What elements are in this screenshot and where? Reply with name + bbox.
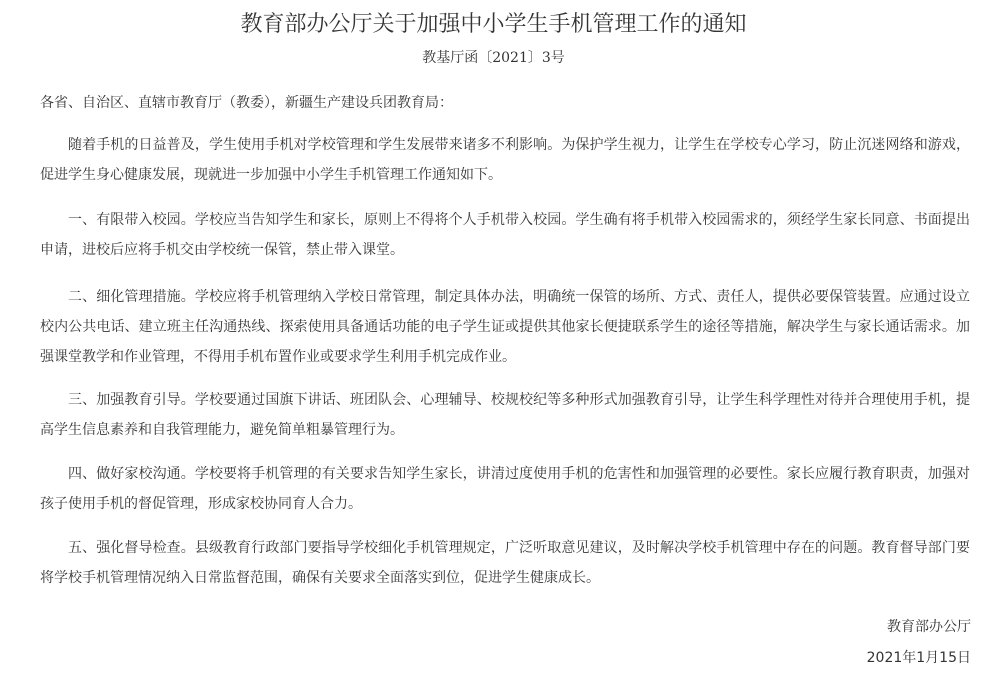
salutation: 各省、自治区、直辖市教育厅（教委），新疆生产建设兵团教育局： [40, 95, 453, 111]
paragraph-item-5: 五、强化督导检查。县级教育行政部门要指导学校细化手机管理规定，广泛听取意见建议，及时解决学校手机管理中存在的问题。教育督导部门要将学校手机管理情况纳入日常监督范围，确保有关要求全面落实到位，促进学生健康成长。 [40, 540, 970, 586]
paragraph-item-4: 四、做好家校沟通。学校要将手机管理的有关要求告知学生家长，讲清过度使用手机的危害性和加强管理的必要性。家长应履行教育职责，加强对孩子使用手机的督促管理，形成家校协同育人合力。 [40, 466, 970, 512]
paragraph-item-1: 一、有限带入校园。学校应当告知学生和家长，原则上不得将个人手机带入校园。学生确有将手机带入校园需求的，须经学生家长同意、书面提出申请，进校后应将手机交由学校统一保管，禁止带入课堂。 [40, 212, 970, 258]
signature-office: 教育部办公厅 [887, 619, 971, 635]
document-number: 教基厅函〔2021〕3号 [422, 50, 565, 66]
paragraph-item-2: 二、细化管理措施。学校应将手机管理纳入学校日常管理，制定具体办法，明确统一保管的场所、方式、责任人，提供必要保管装置。应通过设立校内公共电话、建立班主任沟通热线、探索使用具备通话功能的电子学生证或提供其他家长便捷联系学生的途径等措施，解决学生与家长通话需求。加强课堂教学和作业管理，不得用手机布置作业或要求学生利用手机完成作业。 [40, 289, 970, 365]
signature-date: 2021年1月15日 [866, 650, 971, 666]
paragraph-item-3: 三、加强教育引导。学校要通过国旗下讲话、班团队会、心理辅导、校规校纪等多种形式加强教育引导，让学生科学理性对待并合理使用手机，提高学生信息素养和自我管理能力，避免简单粗暴管理行为。 [40, 392, 970, 438]
paragraph-intro: 随着手机的日益普及，学生使用手机对学校管理和学生发展带来诸多不利影响。为保护学生视力，让学生在学校专心学习，防止沉迷网络和游戏，促进学生身心健康发展，现就进一步加强中小学生手机管理工作通知如下。 [40, 137, 970, 183]
document-title: 教育部办公厅关于加强中小学生手机管理工作的通知 [240, 12, 747, 37]
